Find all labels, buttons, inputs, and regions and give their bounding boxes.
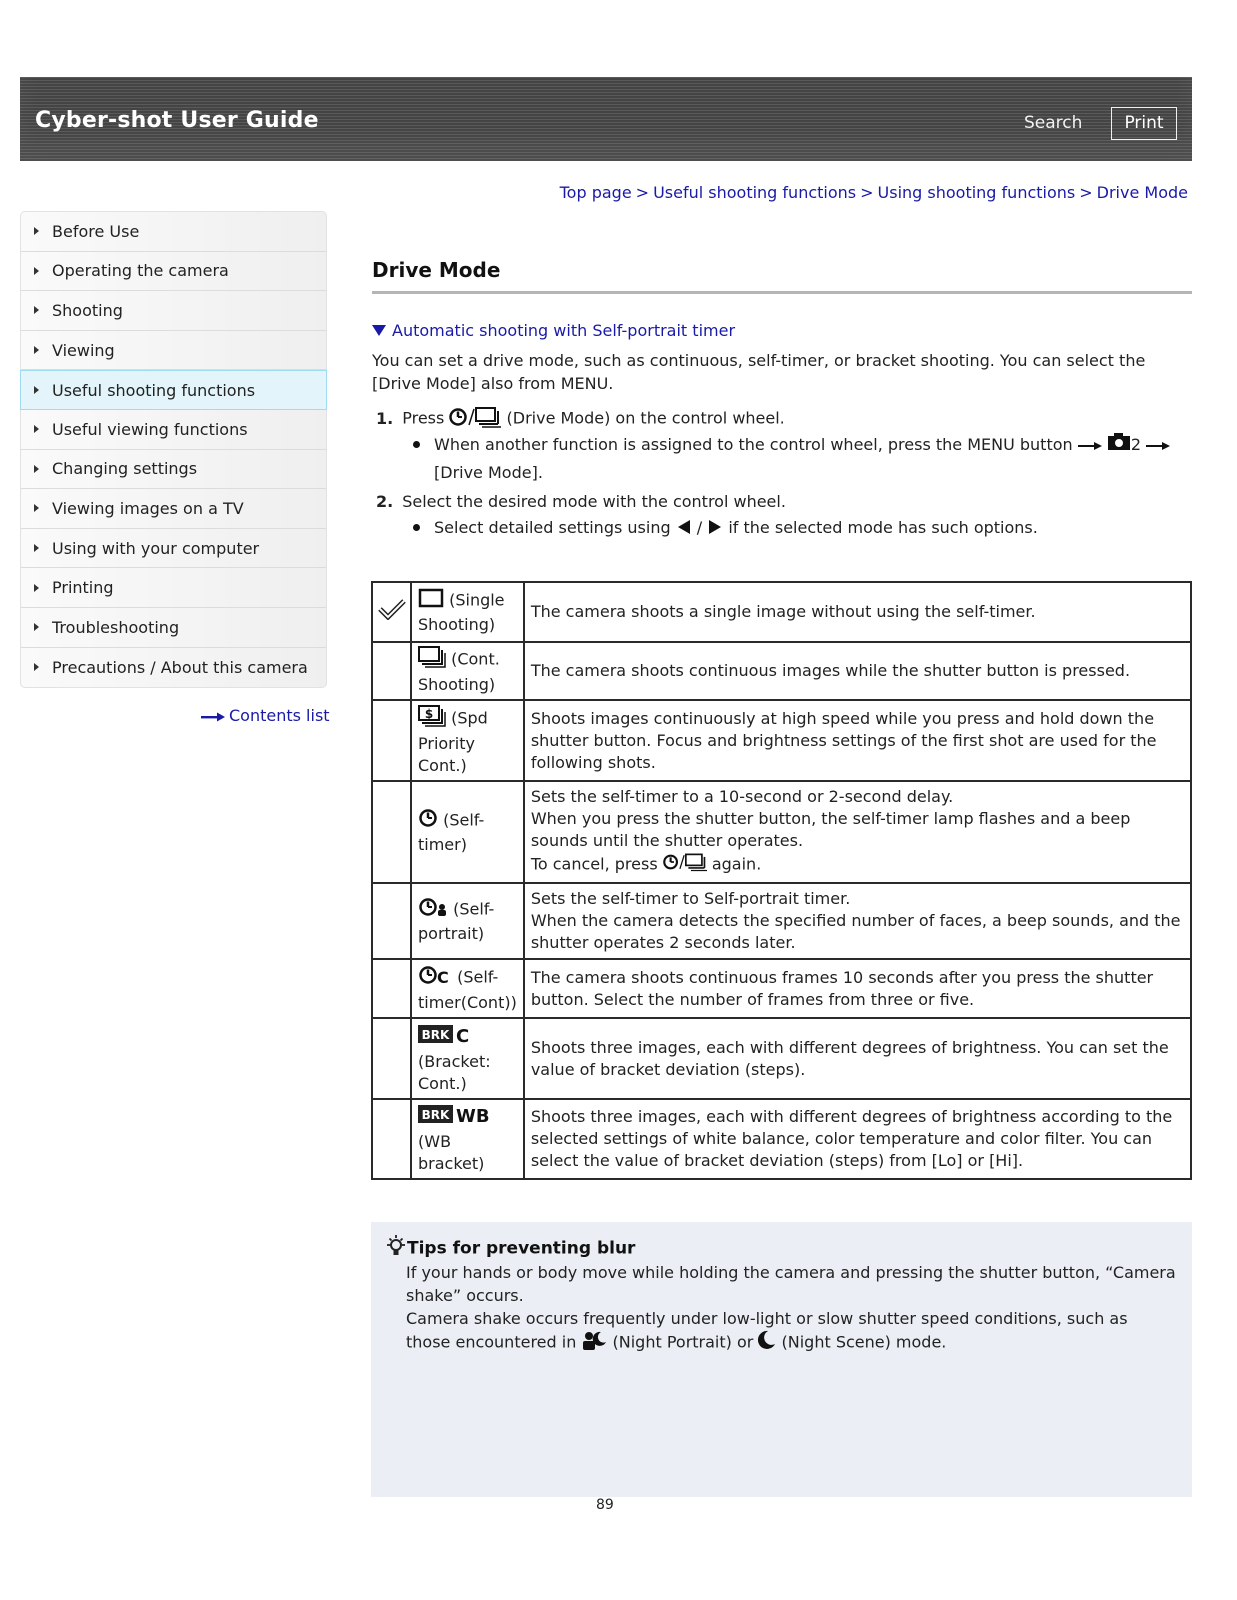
table-row [372,582,1191,642]
site-title[interactable]: Cyber-shot User Guide [35,108,319,133]
title-divider [372,291,1192,294]
night-portrait-icon [581,1330,607,1356]
night-scene-icon [758,1330,776,1356]
breadcrumb-separator: > [860,183,874,202]
arrow-right-icon [34,504,39,512]
arrow-right-icon [34,425,39,433]
sidebar-item-label: Shooting [52,300,123,320]
note-text-part: When another function is assigned to the control wheel, press the MENU button [434,435,1078,454]
page-title: Drive Mode [372,258,501,282]
mode-description-cell: The camera shoots a single image without using the self-timer. [524,582,1191,642]
sidebar-item-label: Printing [52,578,114,598]
step-number: 2. [376,492,394,511]
arrow-right-icon [34,465,39,473]
default-mark-cell [372,1018,411,1099]
sidebar-item-label: Before Use [52,221,140,241]
sidebar-item-label: Troubleshooting [52,617,180,637]
search-link[interactable]: Search [1024,113,1083,133]
mode-name-cell [411,700,524,781]
arrow-right-icon [34,306,39,314]
table-row [372,642,1191,700]
checkmark-icon [378,598,406,626]
breadcrumb-separator: > [1079,183,1093,202]
speed-priority-icon [418,705,446,733]
default-mark-cell [372,582,411,642]
drive-mode-table [371,581,1192,1180]
arrow-right-icon [34,346,39,354]
breadcrumb-separator: > [635,183,650,202]
sidebar-item-operating[interactable] [21,252,326,292]
description-line: Sets the self-timer to Self-portrait timer. [530,889,851,908]
menu-page-number: 2 [1130,435,1142,454]
mode-name: (Spd Priority Cont.) [418,708,488,775]
note-text-part: if the selected mode has such options. [723,518,1038,537]
wb-bracket-icon [418,1103,492,1131]
default-mark-cell [372,1099,411,1179]
mode-name-cell [411,642,524,700]
tips-text: Camera shake occurs frequently under low-light or slow shutter speed conditions, such as those encountered in [406,1309,1128,1352]
sidebar-item-label: Precautions / About this camera [52,657,308,677]
tips-title: Tips for preventing blur [407,1238,636,1259]
tips-text: (Night Portrait) or [607,1332,759,1352]
sidebar-item-before-use[interactable] [21,212,326,252]
note-text-part: Select detailed settings using [434,518,676,537]
sidebar-item-printing[interactable] [21,568,326,608]
left-arrow-icon [676,515,692,542]
default-mark-cell [372,883,411,959]
note-text-part: [Drive Mode]. [434,463,543,482]
tips-heading [385,1234,635,1263]
arrow-right-icon [1146,432,1170,459]
sidebar-item-label: Viewing [52,340,115,360]
sidebar-item-label: Changing settings [52,459,198,479]
sidebar-item-useful-viewing[interactable] [21,410,326,450]
breadcrumb-top-page[interactable]: Top page [559,183,632,202]
default-mark-cell [372,781,411,883]
step-text: (Drive Mode) on the control wheel. [501,408,785,428]
mode-description-cell: The camera shoots continuous images while the shutter button is pressed. [524,642,1191,700]
mode-name: (Self-timer) [418,810,485,854]
mode-name: (Single Shooting) [418,590,505,634]
sidebar-item-precautions[interactable] [21,648,326,688]
arrow-right-icon [34,227,39,235]
description-text: To cancel, press [530,854,663,874]
sidebar-item-changing-settings[interactable] [21,450,326,490]
mode-description-cell: Shoots three images, each with different degrees of brightness according to the selected settings of white balance, color temperature and color filter. You can select the value of bracket deviation (steps) from [Lo] or [Hi]. [524,1099,1191,1179]
mode-name-cell [411,1018,524,1099]
step-1 [376,406,785,432]
description-line [531,852,1184,878]
bracket-cont-icon [418,1023,474,1051]
tips-box [371,1222,1192,1497]
mode-description-cell: Shoots images continuously at high speed while you press and hold down the shutter button. Focus and brightness settings of the first shot are used for the following shots. [524,700,1191,781]
self-portrait-anchor-link[interactable] [372,321,735,340]
breadcrumb [560,183,1188,202]
arrow-right-icon [34,663,39,671]
mode-name-cell [411,582,524,642]
contents-list-link[interactable] [201,706,330,725]
triangle-down-icon [372,325,386,336]
mode-name-cell [411,959,524,1018]
drive-mode-icon [663,852,707,878]
arrow-right-icon [34,584,39,592]
single-shooting-icon [418,588,444,614]
note-text [434,514,1038,542]
breadcrumb-useful-shooting[interactable]: Useful shooting functions [653,183,857,202]
default-mark-cell [372,700,411,781]
arrow-right-icon [34,386,39,394]
table-row [372,781,1191,883]
sidebar-item-shooting[interactable] [21,291,326,331]
arrow-right-icon [201,712,225,722]
arrow-right-icon [34,267,39,275]
default-mark-cell [372,642,411,700]
description-line: Sets the self-timer to a 10-second or 2-second delay. [530,787,954,806]
self-timer-icon [418,808,438,834]
arrow-right-icon [1078,432,1102,459]
tips-line: If your hands or body move while holding the camera and pressing the shutter button, “Camera shake” occurs. [406,1263,1176,1305]
description-line: When you press the shutter button, the self-timer lamp flashes and a beep sounds until the shutter operates. [530,809,1131,850]
table-row [372,700,1191,781]
anchor-link-label: Automatic shooting with Self-portrait timer [392,321,736,340]
mode-description-cell: The camera shoots continuous frames 10 seconds after you press the shutter button. Select the number of frames from three or five. [524,959,1191,1018]
step-text: Select the desired mode with the control wheel. [402,492,786,511]
svg-text:C: C [456,1025,470,1045]
mode-name: (Self-portrait) [418,899,495,943]
mode-name: (WB bracket) [418,1132,485,1173]
cont-shooting-icon [418,646,446,674]
sidebar-item-label: Operating the camera [52,261,229,281]
sidebar-item-viewing-tv[interactable] [21,489,326,529]
sidebar-item-label: Using with your computer [52,538,260,558]
mode-description-cell: Shoots three images, each with different degrees of brightness. You can set the value of bracket deviation (steps). [524,1018,1191,1099]
sidebar-item-useful-shooting[interactable] [20,370,327,410]
bullet-dot [413,441,420,448]
default-mark-cell [372,959,411,1018]
sidebar-item-label: Viewing images on a TV [52,498,244,518]
svg-text:BRK: BRK [421,1027,450,1042]
header-bar [20,77,1192,161]
camera-menu-icon [1107,432,1131,459]
mode-name-cell [411,1099,524,1179]
sidebar-item-label: Useful viewing functions [52,419,248,439]
note-text [434,431,1173,486]
tips-text: (Night Scene) mode. [776,1332,947,1352]
description-text: again. [706,854,762,874]
drive-mode-icon [449,406,501,432]
breadcrumb-drive-mode[interactable]: Drive Mode [1096,183,1188,202]
table-row [372,959,1191,1018]
bullet-dot [413,524,420,531]
description-line: When the camera detects the specified number of faces, a beep sounds, and the shutter operates 2 seconds later. [530,911,1181,952]
sidebar-nav [20,211,327,688]
mode-name-cell [411,883,524,959]
lightbulb-icon [385,1234,407,1263]
step-number: 1. [376,408,394,428]
svg-text:BRK: BRK [421,1108,450,1122]
self-timer-cont-icon [418,964,452,992]
table-row [372,1018,1191,1099]
mode-name: (Self-timer(Cont)) [418,967,517,1012]
note-separator: / [691,518,708,537]
mode-name: (Bracket: Cont.) [418,1051,491,1093]
arrow-right-icon [34,544,39,552]
mode-name-cell [411,781,524,883]
print-button[interactable]: Print [1111,107,1177,140]
right-arrow-icon [707,515,723,542]
mode-name: (Cont. Shooting) [418,649,500,694]
sidebar-item-viewing[interactable] [21,331,326,371]
intro-paragraph: You can set a drive mode, such as continuous, self-timer, or bracket shooting. You can select the [Drive Mode] also from MENU. [372,351,1146,393]
tips-body [406,1261,1176,1356]
svg-text:C: C [437,967,449,986]
sidebar-item-label: Useful shooting functions [52,380,256,400]
contents-list-label: Contents list [229,706,330,725]
tips-line [406,1307,1176,1356]
step-text: Press [402,408,450,428]
sidebar-item-troubleshooting[interactable] [21,608,326,648]
mode-description-cell [524,883,1191,959]
breadcrumb-using-shooting[interactable]: Using shooting functions [877,183,1076,202]
svg-text:$: $ [424,706,434,721]
table-row [372,883,1191,959]
table-row [372,1099,1191,1179]
step-2 [376,492,786,511]
mode-description-cell [524,781,1191,883]
arrow-right-icon [34,623,39,631]
step-1-note [413,431,1173,486]
step-2-note [413,514,1038,542]
self-portrait-icon [418,897,448,923]
svg-text:WB: WB [456,1106,490,1125]
page-number: 89 [596,1497,614,1513]
sidebar-item-computer[interactable] [21,529,326,569]
